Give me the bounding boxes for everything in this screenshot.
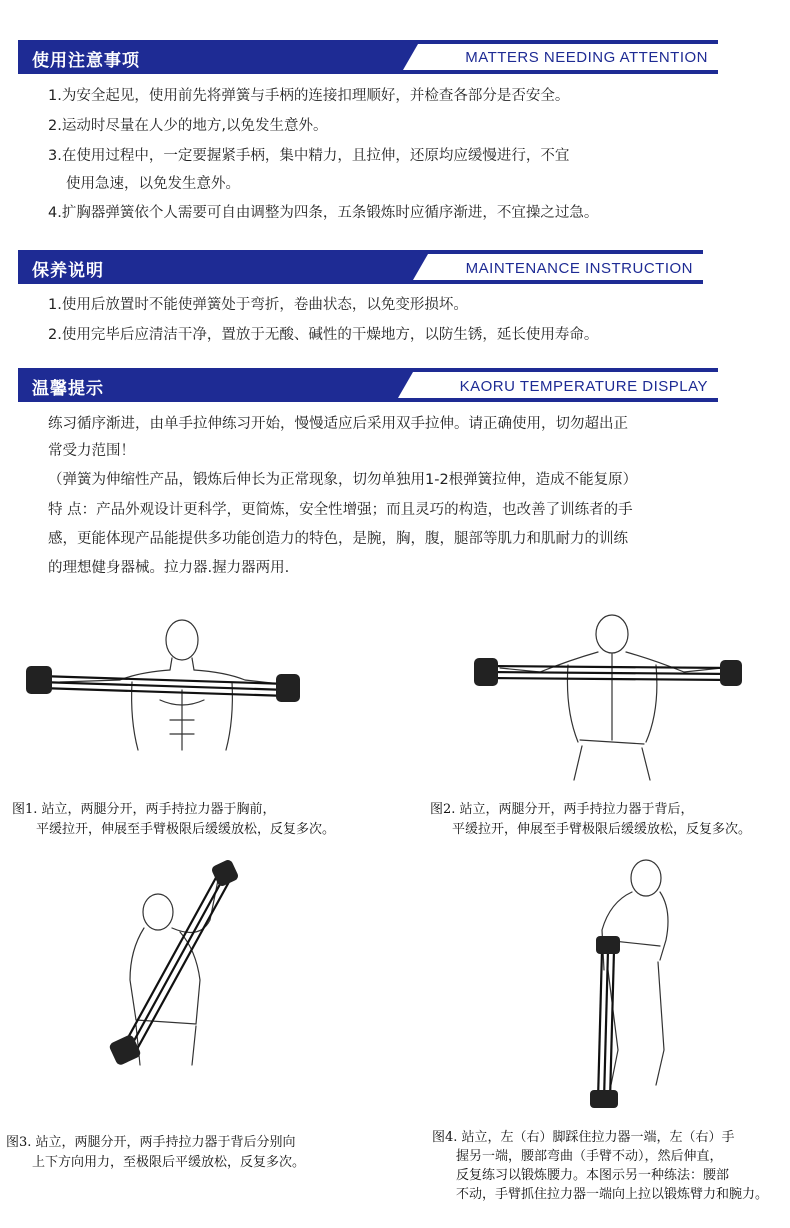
tips-title-en: KAORU TEMPERATURE DISPLAY <box>459 378 708 395</box>
tips-title-cn: 温馨提示 <box>32 379 104 399</box>
figure-4-caption-line-2: 握另一端，腰部弯曲（手臂不动），然后伸直， <box>456 1149 723 1164</box>
figure-4-illustration <box>560 850 700 1120</box>
figure-3-caption-line-2: 上下方向用力，至极限后平缓放松，反复多次。 <box>32 1155 306 1170</box>
tips-line-4: 特 点：产品外观设计更科学，更简炼，安全性增强；而且灵巧的构造，也改善了训练者的手 <box>48 502 633 518</box>
attention-banner <box>18 40 718 74</box>
attention-line-2: 2.运动时尽量在人少的地方,以免发生意外。 <box>48 118 328 134</box>
figure-1-caption-line-2: 平缓拉开，伸展至手臂极限后缓缓放松，反复多次。 <box>36 822 336 837</box>
figure-3-caption-line-1: 图3. 站立，两腿分开，两手持拉力器于背后分别向 <box>6 1135 296 1150</box>
figure-4-caption-line-3: 反复练习以锻炼腰力。本图示另一种练法：腰部 <box>456 1168 730 1183</box>
figure-1-caption-line-1: 图1. 站立，两腿分开，两手持拉力器于胸前， <box>12 802 276 817</box>
attention-title-cn: 使用注意事项 <box>32 51 140 71</box>
figure-2-caption-line-2: 平缓拉开，伸展至手臂极限后缓缓放松，反复多次。 <box>452 822 752 837</box>
attention-line-1: 1.为安全起见，使用前先将弹簧与手柄的连接扣理顺好，并检查各部分是否安全。 <box>48 88 570 104</box>
maintenance-line-1: 1.使用后放置时不能使弹簧处于弯折，卷曲状态，以免变形损坏。 <box>48 297 468 313</box>
figure-2-illustration <box>470 610 750 785</box>
maintenance-title-en: MAINTENANCE INSTRUCTION <box>465 260 693 277</box>
attention-line-3: 3.在使用过程中，一定要握紧手柄，集中精力，且拉伸，还原均应缓慢进行，不宜 <box>48 148 570 164</box>
attention-line-4: 使用急速，以免发生意外。 <box>66 176 240 192</box>
figure-2-caption-line-1: 图2. 站立，两腿分开，两手持拉力器于背后， <box>430 802 694 817</box>
maintenance-line-2: 2.使用完毕后应清洁干净，置放于无酸、碱性的干燥地方，以防生锈，延长使用寿命。 <box>48 327 599 343</box>
tips-line-5: 感，更能体现产品能提供多功能创造力的特色，是腕，胸，腹，腿部等肌力和肌耐力的训练 <box>48 531 628 547</box>
figure-1-illustration <box>20 610 310 770</box>
figure-4-caption-line-1: 图4. 站立，左（右）脚踩住拉力器一端，左（右）手 <box>432 1130 735 1145</box>
attention-title-en: MATTERS NEEDING ATTENTION <box>465 49 708 66</box>
figure-3-illustration <box>100 860 260 1075</box>
maintenance-banner <box>18 250 703 284</box>
maintenance-title-cn: 保养说明 <box>32 261 104 281</box>
tips-line-6: 的理想健身器械。拉力器.握力器两用. <box>48 560 290 576</box>
tips-line-3: （弹簧为伸缩性产品，锻炼后伸长为正常现象，切勿单独用1-2根弹簧拉伸，造成不能复原） <box>48 472 638 488</box>
attention-line-5: 4.扩胸器弹簧依个人需要可自由调整为四条，五条锻炼时应循序渐进，不宜操之过急。 <box>48 205 599 221</box>
tips-line-1: 练习循序渐进，由单手拉伸练习开始，慢慢适应后采用双手拉伸。请正确使用，切勿超出正 <box>48 416 628 432</box>
tips-banner <box>18 368 718 402</box>
tips-line-2: 常受力范围！ <box>48 443 135 459</box>
figure-4-caption-line-4: 不动，手臂抓住拉力器一端向上拉以锻炼臂力和腕力。 <box>456 1187 769 1202</box>
